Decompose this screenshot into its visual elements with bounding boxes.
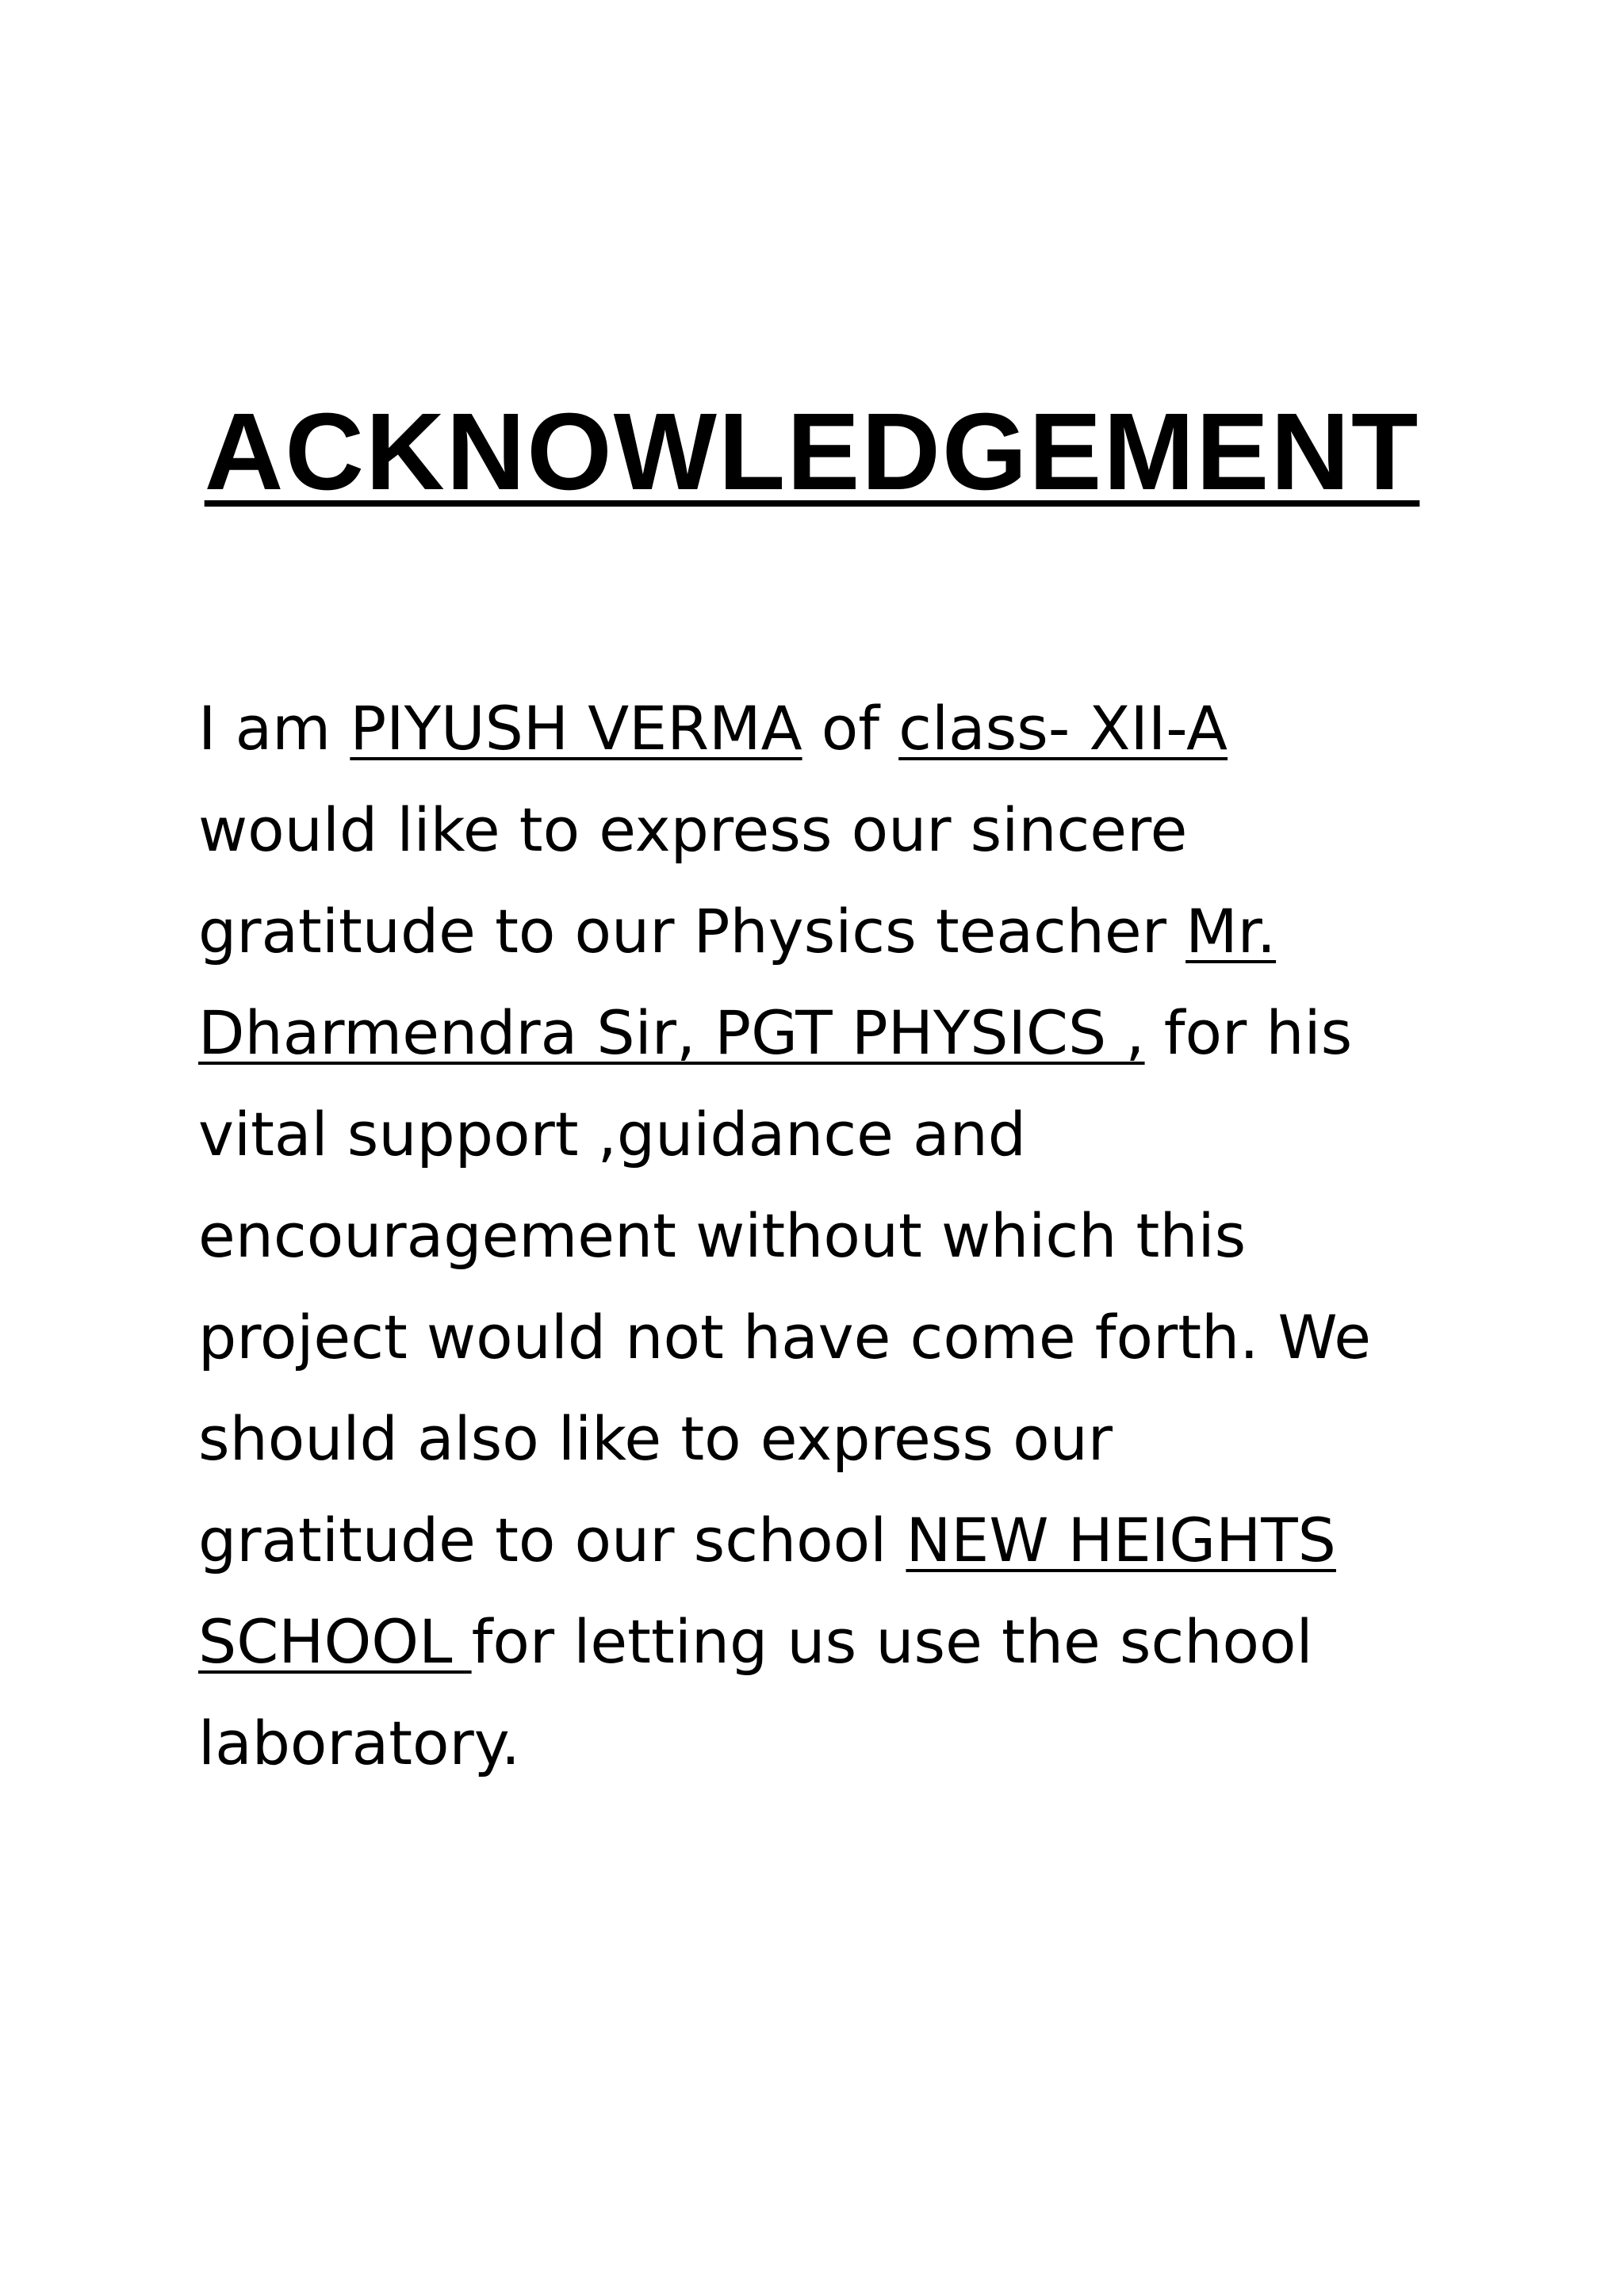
acknowledgement-body [198, 678, 1483, 1794]
body-line-6 [198, 1185, 1483, 1287]
school-name: NEW HEIGHTS [906, 1505, 1336, 1575]
text-segment: gratitude to our Physics teacher [198, 896, 1186, 966]
body-line-5 [198, 1084, 1483, 1185]
school-name: SCHOOL [198, 1606, 472, 1677]
text-segment: would like to express our sincere [198, 794, 1188, 865]
text-segment: for letting us use the school [471, 1606, 1313, 1677]
body-line-4 [198, 982, 1483, 1084]
text-segment: of [802, 693, 899, 763]
body-line-8 [198, 1388, 1483, 1490]
text-segment: gratitude to our school [198, 1505, 906, 1575]
text-segment: vital support ,guidance and [198, 1099, 1027, 1169]
body-line-7 [198, 1287, 1483, 1388]
body-line-11 [198, 1693, 1483, 1794]
text-segment: for his [1144, 997, 1353, 1068]
text-segment: project would not have come forth. We [198, 1302, 1371, 1372]
page-title [0, 388, 1624, 515]
text-segment: encouragement without which this [198, 1200, 1247, 1271]
body-line-2 [198, 779, 1483, 881]
body-line-1 [198, 678, 1483, 779]
teacher-name: Mr. [1185, 896, 1277, 966]
student-name: PIYUSH VERMA [350, 693, 802, 763]
body-line-9 [198, 1490, 1483, 1591]
page-title-text: ACKNOWLEDGEMENT [204, 391, 1420, 513]
body-line-3 [198, 881, 1483, 982]
student-class: class- XII-A [898, 693, 1228, 763]
text-segment: laboratory. [198, 1708, 521, 1778]
text-segment: I am [198, 693, 350, 763]
text-segment: should also like to express our [198, 1403, 1113, 1474]
teacher-name: Dharmendra Sir, PGT PHYSICS , [198, 997, 1145, 1068]
body-line-10 [198, 1591, 1483, 1693]
